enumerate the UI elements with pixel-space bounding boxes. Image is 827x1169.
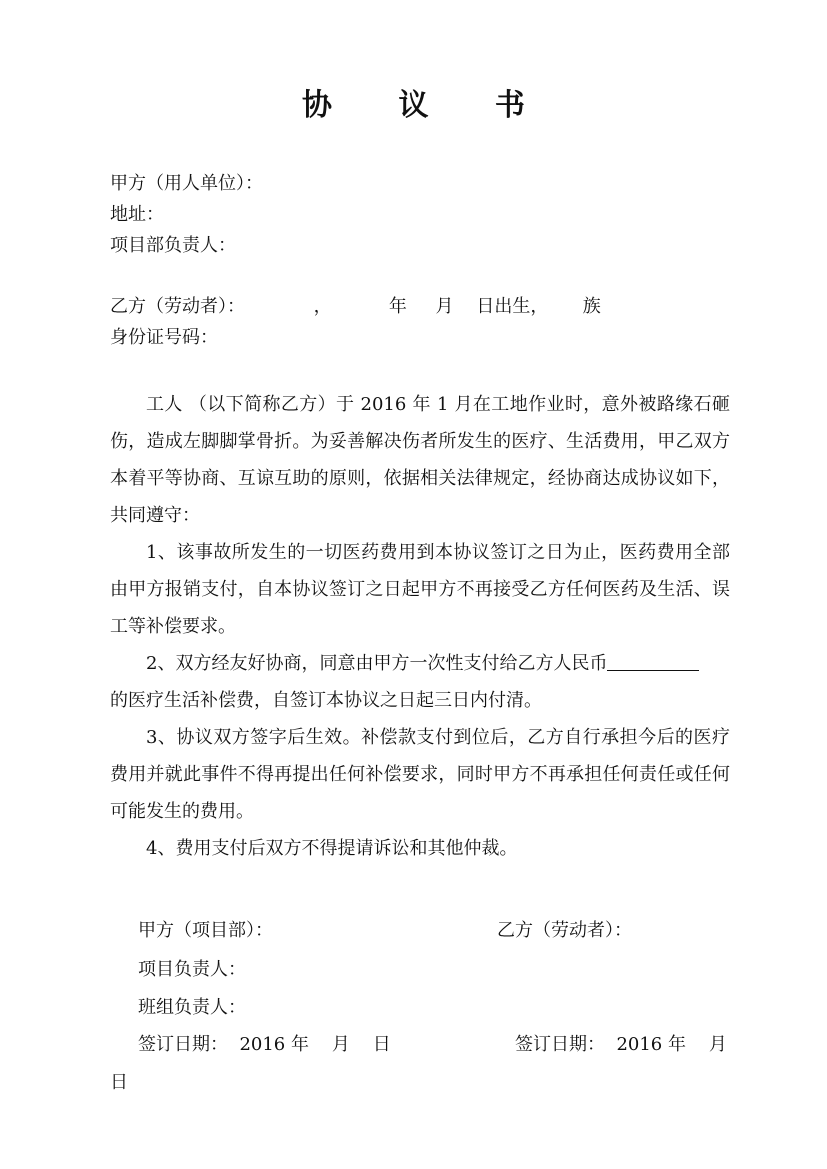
document-title: 协 议 书: [302, 88, 553, 123]
clause-3: 3、协议双方签字后生效。补偿款支付到位后，乙方自行承担今后的医疗费用并就此事件不得再提出任何补偿要求，同时甲方不再承担任何责任或任何可能发生的费用。: [110, 727, 730, 822]
party-a-address: 地址：: [110, 204, 164, 225]
clause-1: 1、该事故所发生的一切医药费用到本协议签订之日为止，医药费用全部由甲方报销支付，自本协议签订之日起甲方不再接受乙方任何医药及生活、误工等补偿要求。: [110, 542, 730, 637]
sign-team-leader: 班组负责人：: [138, 997, 246, 1018]
clause-2: [110, 645, 730, 719]
sign-date-party-b: 签订日期： 2016 年 月: [515, 1034, 727, 1055]
party-b-line: 乙方（劳动者）： ， 年 月 日出生， 族: [110, 296, 601, 317]
sign-date-party-b-day: 日: [110, 1072, 128, 1093]
amount-blank-line: [607, 652, 699, 671]
party-b-id-number: 身份证号码：: [110, 327, 218, 348]
sign-date-party-a: 签订日期： 2016 年 月 日: [138, 1034, 391, 1055]
intro-paragraph: 工人 （以下简称乙方）于 2016 年 1 月在工地作业时，意外被路缘石砸伤，造成左脚脚掌骨折。为妥善解决伤者所发生的医疗、生活费用，甲乙双方本着平等协商、互谅互助的原则，依据相关法律规定，经协商达成协议如下，共同遵守：: [110, 394, 730, 526]
clause-2-text-a: 2、双方经友好协商，同意由甲方一次性支付给乙方人民币: [146, 653, 608, 674]
sign-project-manager: 项目负责人：: [138, 959, 246, 980]
party-a-manager: 项目部负责人：: [110, 235, 236, 256]
sign-party-a: 甲方（项目部）：: [138, 920, 273, 941]
clause-4: 4、费用支付后双方不得提请诉讼和其他仲裁。: [146, 838, 518, 859]
sign-party-b: 乙方（劳动者）：: [497, 920, 632, 941]
party-a-label: 甲方（用人单位）：: [110, 173, 263, 194]
clause-2-text-b: 的医疗生活补偿费，自签订本协议之日起三日内付清。: [110, 690, 542, 711]
